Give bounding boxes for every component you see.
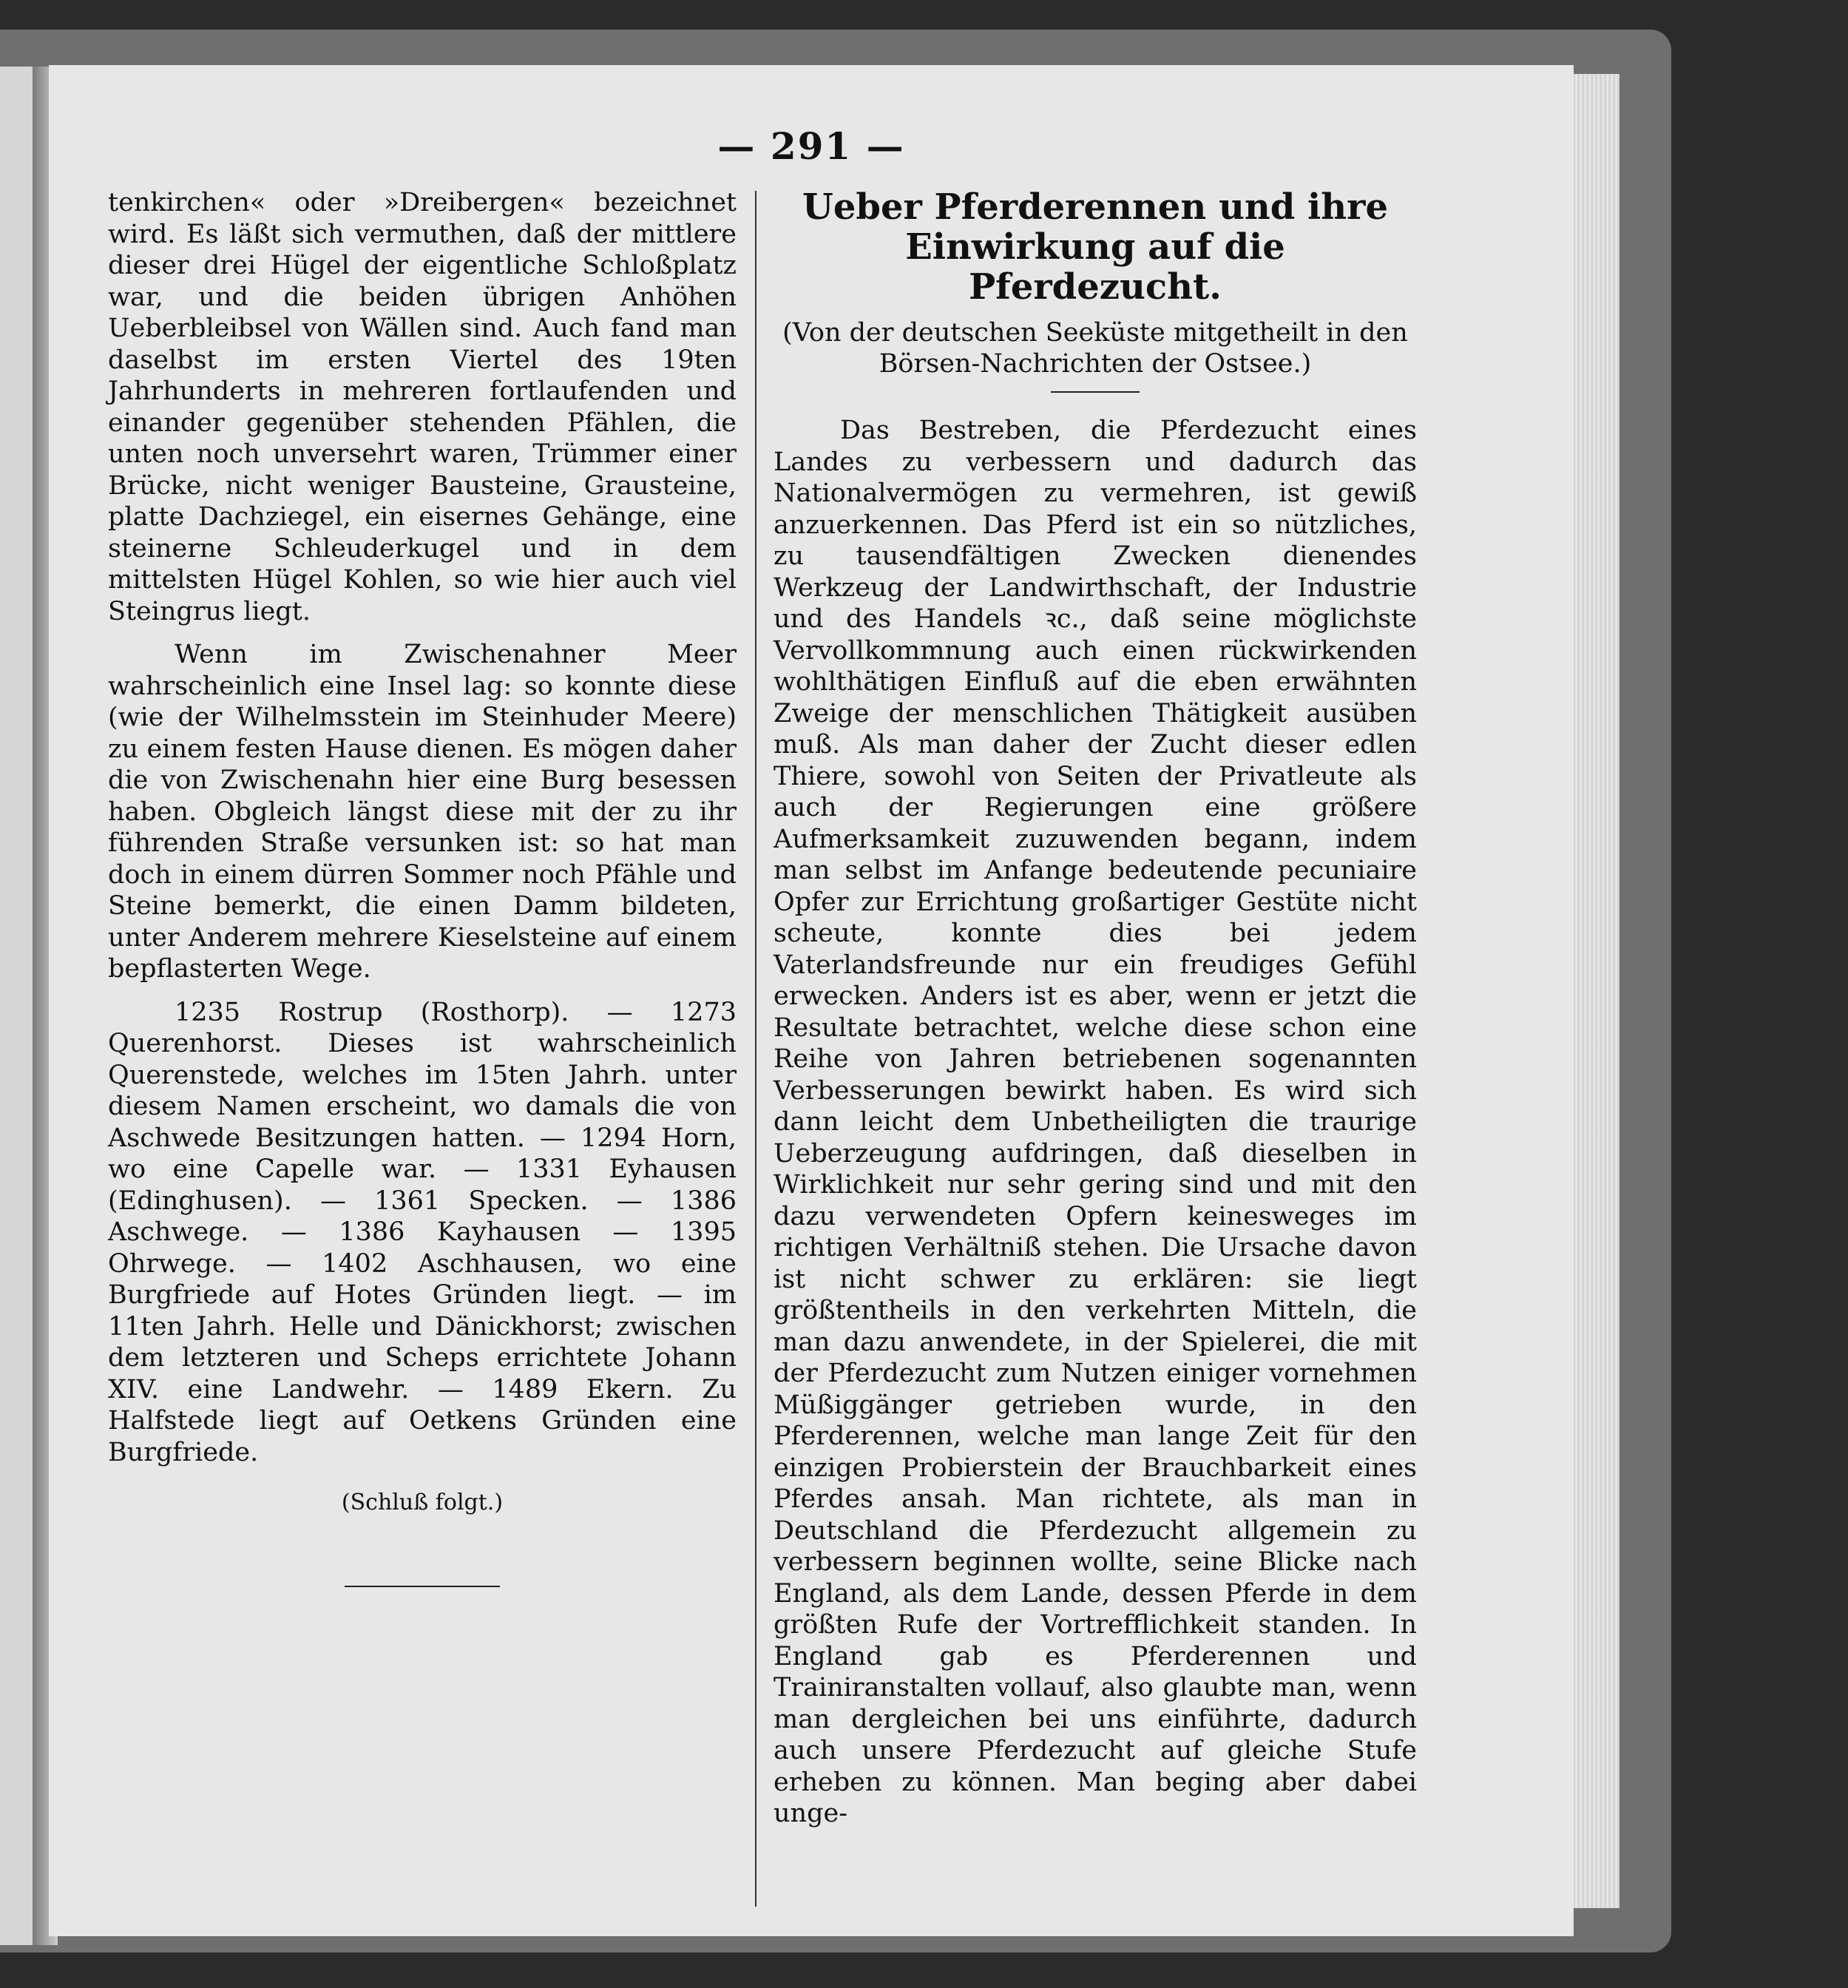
right-column bbox=[774, 187, 1417, 1842]
article-heading: Ueber Pferderennen und ihre Einwirkung auf die Pferdezucht. bbox=[802, 186, 1388, 308]
page-stack-edge bbox=[1568, 74, 1619, 1908]
left-paragraph-1: tenkirchen« oder »Dreibergen« bezeichnet wird. Es läßt sich vermuthen, daß der mittlere dieser drei Hügel der eigentliche Schloßplatz war, und die beiden übrigen Anhöhen Ueberbleibsel von Wällen sind. Auch fand man daselbst im ersten Viertel des 19ten Jahrhunderts in mehreren fortlaufenden und einander gegenüber stehenden Pfählen, die unten noch unversehrt waren, Trümmer einer Brücke, nicht weniger Bausteine, Grausteine, platte Dachziegel, ein eisernes Gehänge, eine steinerne Schleuderkugel und in dem mittelsten Hügel Kohlen, so wie hier auch viel Steingrus liegt. bbox=[108, 188, 737, 626]
page-number: — 291 — bbox=[717, 124, 905, 168]
article-source: (Von der deutschen Seeküste mitgetheilt in den Börsen-Nachrichten der Ostsee.) bbox=[782, 318, 1408, 379]
continuation-note: (Schluß folgt.) bbox=[341, 1490, 504, 1515]
left-paragraph-2: Wenn im Zwischenahner Meer wahrscheinlich eine Insel lag: so konnte diese (wie der Wilhelmsstein im Steinhuder Meere) zu einem festen Hause dienen. Es mögen daher die von Zwischenahn hier eine Burg besessen haben. Obgleich längst diese mit der zu ihr führenden Straße versunken ist: so hat man doch in einem dürren Sommer noch Pfähle und Steine bemerkt, die einen Damm bildeten, unter Anderem mehrere Kieselsteine auf einem bepflasterten Wege. bbox=[108, 640, 737, 984]
book-page bbox=[49, 65, 1574, 1936]
right-paragraph-1: Das Bestreben, die Pferdezucht eines Landes zu verbessern und dadurch das Nationalvermögen zu vermehren, ist gewiß anzuerkennen. Das Pferd ist ein so nützliches, zu tausendfältigen Zwecken dienendes Werkzeug der Landwirthschaft, der Industrie und des Handels ꝛc., daß seine möglichste Vervollkommnung auch einen rückwirkenden wohlthätigen Einfluß auf die eben erwähnten Zweige der menschlichen Thätigkeit ausüben muß. Als man daher der Zucht dieser edlen Thiere, sowohl von Seiten der Privatleute als auch der Regierungen eine größere Aufmerksamkeit zuzuwenden begann, indem man selbst im Anfange bedeutende pecuniaire Opfer zur Errichtung großartiger Gestüte nicht scheute, konnte dies bei jedem Vaterlandsfreunde nur ein freudiges Gefühl erwecken. Anders ist es aber, wenn er jetzt die Resultate betrachtet, welche diese schon eine Reihe von Jahren betriebenen sogenannten Verbesserungen bewirkt haben. Es wird sich dann leicht dem Unbetheiligten die traurige Ueberzeugung aufdringen, daß dieselben in Wirklichkeit nur sehr gering sind und mit den dazu verwendeten Opfern keinesweges im richtigen Verhältniß stehen. Die Ursache davon ist nicht schwer zu erklären: sie liegt größtentheils in den verkehrten Mitteln, die man dazu anwendete, in der Spielerei, die mit der Pferdezucht zum Nutzen einiger vornehmen Müßiggänger getrieben wurde, in den Pferderennen, welche man lange Zeit für den einzigen Probierstein der Brauchbarkeit eines Pferdes ansah. Man richtete, als man in Deutschland die Pferdezucht allgemein zu verbessern beginnen wollte, seine Blicke nach England, als dem Lande, dessen Pferde in dem größten Rufe der Vortrefflichkeit standen. In England gab es Pferderennen und Trainiranstalten vollauf, also glaubte man, wenn man dergleichen bei uns einführte, dadurch auch unsere Pferdezucht auf gleiche Stufe erheben zu können. Man beging aber dabei unge- bbox=[774, 416, 1417, 1828]
facing-page-edge bbox=[0, 67, 35, 1945]
left-column bbox=[108, 187, 737, 1587]
heading-rule bbox=[1051, 391, 1140, 393]
end-rule bbox=[345, 1586, 500, 1587]
left-paragraph-3: 1235 Rostrup (Rosthorp). — 1273 Querenhorst. Dieses ist wahrscheinlich Querenstede, welches im 15ten Jahrh. unter diesem Namen erscheint, wo damals die von Aschwede Besitzungen hatten. — 1294 Horn, wo eine Capelle war. — 1331 Eyhausen (Edinghusen). — 1361 Specken. — 1386 Aschwege. — 1386 Kayhausen — 1395 Ohrwege. — 1402 Aschhausen, wo eine Burgfriede auf Hotes Gründen liegt. — im 11ten Jahrh. Helle und Dänickhorst; zwischen dem letzteren und Scheps errichtete Johann XIV. eine Landwehr. — 1489 Ekern. Zu Halfstede liegt auf Oetkens Gründen eine Burgfriede. bbox=[108, 997, 737, 1467]
column-divider bbox=[755, 191, 757, 1907]
